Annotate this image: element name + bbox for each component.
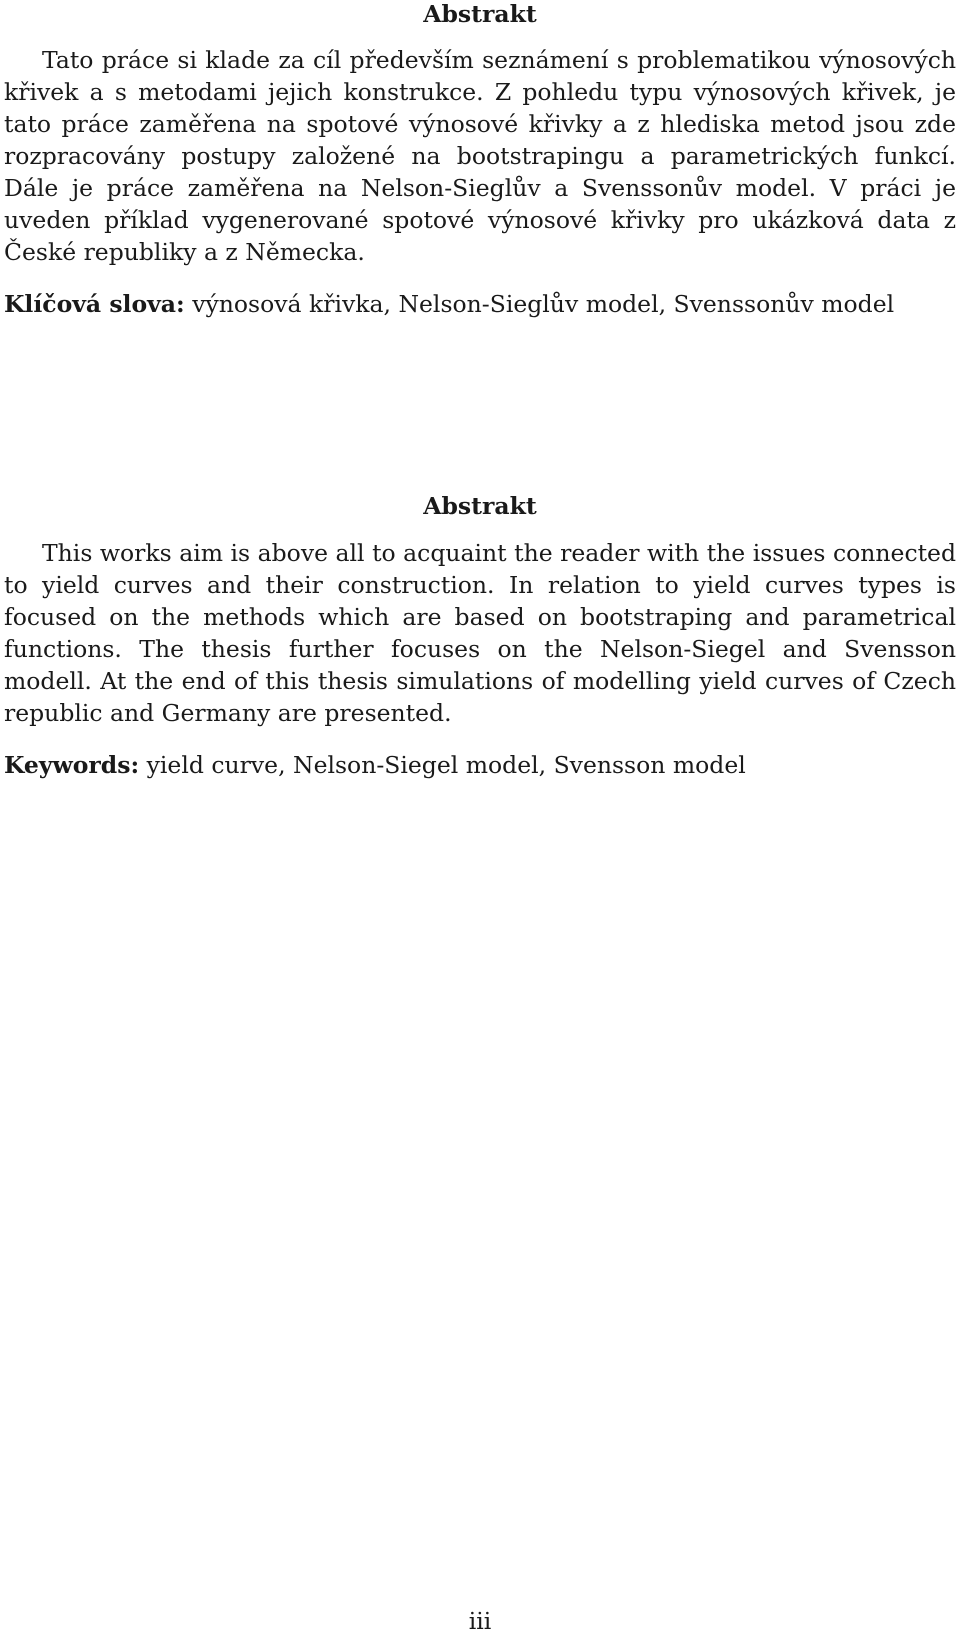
keywords-english-label: Keywords: (4, 751, 140, 779)
abstract-czech-heading: Abstrakt (423, 0, 537, 28)
abstract-english-paragraph: This works aim is above all to acquaint the reader with the issues connected to yield curves and their construction. In relation to yield curves types is focused on the methods which are based on bootstraping and parametrical functions. The thesis further focuses on the Nelson-Siegel and Svensson modell. At the end of this thesis simulations of modelling yield curves of Czech republic and Germany are presented. (4, 539, 956, 727)
abstract-english-heading: Abstrakt (423, 492, 537, 520)
keywords-english-values: yield curve, Nelson-Siegel model, Svensson model (146, 751, 746, 779)
keywords-czech-label: Klíčová slova: (4, 290, 185, 318)
abstract-english-section (4, 492, 956, 781)
keywords-czech-values: výnosová křivka, Nelson-Sieglův model, Svenssonův model (192, 290, 895, 318)
keywords-english (4, 749, 956, 781)
page-number: iii (468, 1607, 492, 1635)
keywords-czech (4, 288, 956, 320)
abstract-czech-paragraph: Tato práce si klade za cíl především seznámení s problematikou výnosových křivek a s metodami jejich konstrukce. Z pohledu typu výnosových křivek, je tato práce zaměřena na spotové výnosové křivky a z hlediska metod jsou zde rozpracovány postupy založené na bootstrapingu a parametrických funkcí. Dále je práce zaměřena na Nelson-Sieglův a Svenssonův model. V práci je uveden příklad vygenerované spotové výnosové křivky pro ukázková data z České republiky a z Německa. (4, 46, 956, 266)
abstract-czech-section (4, 0, 956, 320)
